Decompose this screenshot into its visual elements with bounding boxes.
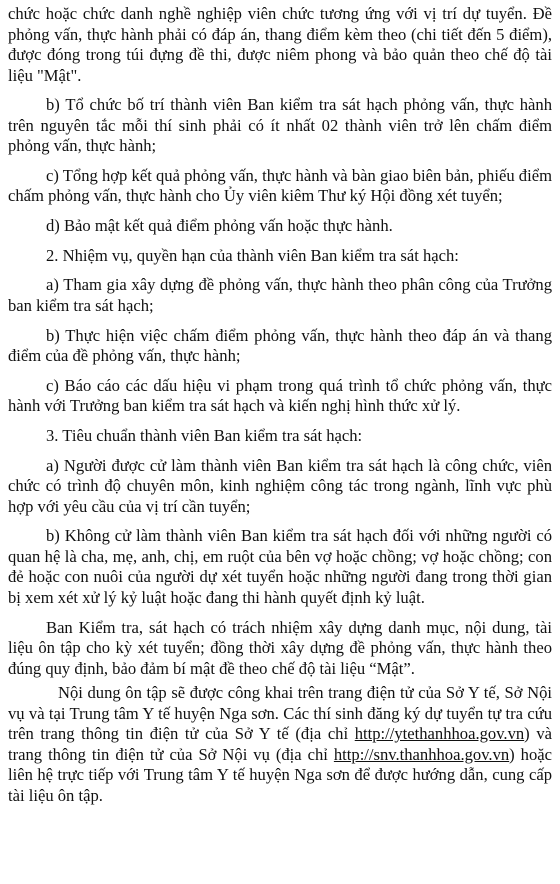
paragraph-final	[8, 683, 552, 806]
paragraph-final-text-2: ) và trang thông tin điện tử của Sở Nội vụ (địa chỉ	[8, 724, 552, 764]
paragraph-intro: chức hoặc chức danh nghề nghiệp viên chức tương ứng với vị trí dự tuyển. Đề phỏng vấn, thực hành phải có đáp án, thang điểm kèm theo (chi tiết đến 5 điểm), được đóng trong túi đựng đề thi, được niêm phong và bảo quản theo chế độ tài liệu "Mật".	[8, 4, 552, 85]
paragraph-c2: c) Báo cáo các dấu hiệu vi phạm trong quá trình tổ chức phỏng vấn, thực hành với Trưởng ban kiểm tra sát hạch và kiến nghị hình thức xử lý.	[8, 375, 552, 416]
paragraph-ban-kiem-tra: Ban Kiểm tra, sát hạch có trách nhiệm xây dựng danh mục, nội dung, tài liệu ôn tập cho kỳ xét tuyển; đồng thời xây dựng đề phỏng vấn, thực hành theo đúng quy định, bảo đảm bí mật đề theo chế độ tài liệu “Mật”.	[8, 617, 552, 678]
paragraph-c1: c) Tổng hợp kết quả phỏng vấn, thực hành và bàn giao biên bản, phiếu điểm chấm phỏng vấn, thực hành cho Ủy viên kiêm Thư ký Hội đồng xét tuyển;	[8, 165, 552, 206]
paragraph-b1: b) Tổ chức bố trí thành viên Ban kiểm tra sát hạch phỏng vấn, thực hành trên nguyên tắc mỗi thí sinh phải có ít nhất 02 thành viên trở lên chấm điểm phỏng vấn, thực hành;	[8, 95, 552, 156]
paragraph-b2: b) Thực hiện việc chấm điểm phỏng vấn, thực hành theo đáp án và thang điểm của đề phỏng vấn, thực hành;	[8, 325, 552, 366]
link-ytethanhhoa[interactable]: http://ytethanhhoa.gov.vn	[354, 724, 525, 744]
link-snv-thanhhoa[interactable]: http://snv.thanhhoa.gov.vn	[333, 744, 510, 764]
paragraph-a2: a) Tham gia xây dựng đề phỏng vấn, thực hành theo phân công của Trưởng ban kiểm tra sát hạch;	[8, 275, 552, 315]
section-heading-2: 2. Nhiệm vụ, quyền hạn của thành viên Ban kiểm tra sát hạch:	[46, 245, 459, 265]
paragraph-final-text-3: ) hoặc liên hệ trực tiếp với Trung tâm Y tế huyện Nga sơn để được hướng dẫn, cung cấp tài liệu ôn tập.	[8, 744, 552, 805]
paragraph-d1: d) Bảo mật kết quả điểm phỏng vấn hoặc thực hành.	[46, 216, 393, 236]
paragraph-a3: a) Người được cử làm thành viên Ban kiểm tra sát hạch là công chức, viên chức có trình độ chuyên môn, kinh nghiệm công tác trong ngành, lĩnh vực phù hợp với yêu cầu của vị trí cần tuyển;	[8, 455, 552, 516]
paragraph-final-text-1: Nội dung ôn tập sẽ được công khai trên trang điện tử của Sở Y tế, Sở Nội vụ và tại Trung tâm Y tế huyện Nga sơn. Các thí sinh đăng ký dự tuyển tự tra cứu trên trang thông tin điện tử của Sở Y tế (địa chỉ	[8, 683, 552, 744]
paragraph-b3: b) Không cử làm thành viên Ban kiểm tra sát hạch đối với những người có quan hệ là cha, mẹ, anh, chị, em ruột của bên vợ hoặc chồng; vợ hoặc chồng; con đẻ hoặc con nuôi của người dự xét tuyển hoặc những người đang trong thời gian bị xem xét xử lý kỷ luật hoặc đang thi hành quyết định kỷ luật.	[8, 526, 552, 607]
section-heading-3: 3. Tiêu chuẩn thành viên Ban kiểm tra sát hạch:	[46, 426, 363, 445]
